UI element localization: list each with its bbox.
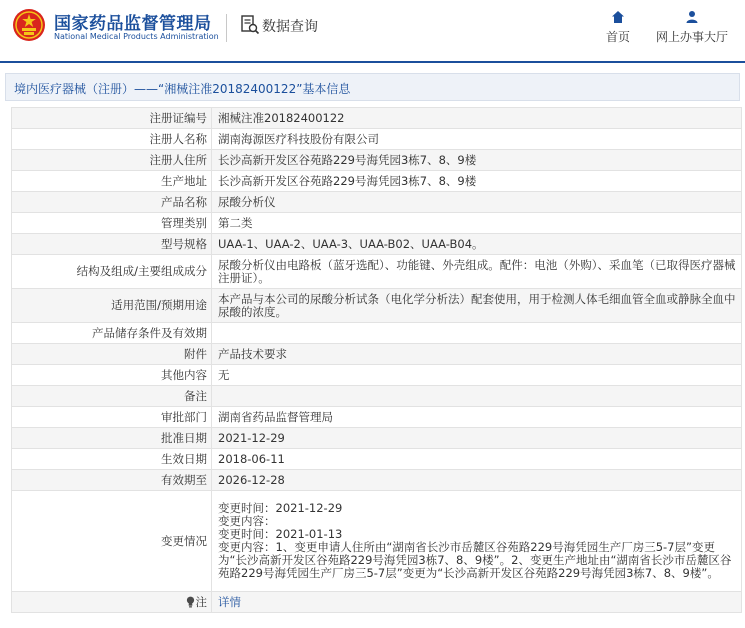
field-label: 型号规格 [12,234,212,255]
breadcrumb [5,73,740,101]
change-line: 变更内容：1、变更申请人住所由“湖南省长沙市岳麓区谷苑路229号海凭园生产厂房三5-7层”变更为“长沙高新开发区谷苑路229号海凭园3栋7、8、9楼”。2、变更生产地址由“湖南省长沙市岳麓区谷苑路229号海凭园生产厂房三5-7层”变更为“长沙高新开发区谷苑路229号海凭园3栋7、8、9楼”。 [218,540,732,580]
home-icon [611,10,625,24]
field-label: 产品储存条件及有效期 [12,323,212,344]
data-query-icon [240,15,260,35]
table-row [12,386,742,407]
table-row [12,428,742,449]
field-label: 注册人名称 [12,129,212,150]
header-divider [226,14,227,42]
field-label: 注册证编号 [12,108,212,129]
field-label: 批准日期 [12,428,212,449]
table-row [12,255,742,289]
field-label: 管理类别 [12,213,212,234]
change-history [212,491,742,592]
field-label: 附件 [12,344,212,365]
org-name: 国家药品监督管理局 [54,14,212,34]
user-icon [685,10,699,24]
field-label: 生产地址 [12,171,212,192]
table-row [12,407,742,428]
table-row [12,323,742,344]
org-name-english: National Medical Products Administration [54,32,219,41]
nav-home-link[interactable] [598,8,638,48]
field-value: 产品技术要求 [212,344,742,365]
field-label: 有效期至 [12,470,212,491]
field-label: 结构及组成/主要组成成分 [12,255,212,289]
breadcrumb-text: 境内医疗器械（注册）——“湘械注准20182400122”基本信息 [14,82,351,96]
field-value: 无 [212,365,742,386]
field-label: 产品名称 [12,192,212,213]
table-row [12,234,742,255]
table-row [12,171,742,192]
table-row [12,108,742,129]
note-label: 注 [195,594,207,609]
field-value: 湖南海源医疗科技股份有限公司 [212,129,742,150]
field-label: 变更情况 [12,491,212,592]
field-value: UAA-1、UAA-2、UAA-3、UAA-B02、UAA-B04。 [212,234,742,255]
nav-online-hall-link[interactable] [651,8,733,48]
nav-home-label: 首页 [605,30,630,44]
national-emblem-icon [12,8,46,42]
field-value: 长沙高新开发区谷苑路229号海凭园3栋7、8、9楼 [212,150,742,171]
field-value: 本产品与本公司的尿酸分析试条（电化学分析法）配套使用，用于检测人体毛细血管全血或静脉全血中尿酸的浓度。 [212,289,742,323]
field-value [212,386,742,407]
bulb-icon [186,596,195,608]
table-row [12,213,742,234]
table-row [12,129,742,150]
field-label: 生效日期 [12,449,212,470]
table-row [12,150,742,171]
field-label: 注册人住所 [12,150,212,171]
site-header [0,0,745,62]
field-label: 适用范围/预期用途 [12,289,212,323]
table-row [12,491,742,592]
details-link[interactable]: 详情 [218,594,241,609]
table-row [12,192,742,213]
field-label: 备注 [12,386,212,407]
device-info-table [11,107,742,613]
table-row [12,449,742,470]
table-row [12,470,742,491]
table-row [12,344,742,365]
field-value: 尿酸分析仪由电路板（蓝牙选配）、功能键、外壳组成。配件：电池（外购）、采血笔（已取得医疗器械注册证）。 [212,255,742,289]
field-value: 尿酸分析仪 [212,192,742,213]
page-title: 数据查询 [262,19,318,35]
table-row [12,289,742,323]
field-value: 长沙高新开发区谷苑路229号海凭园3栋7、8、9楼 [212,171,742,192]
field-value [212,592,742,613]
field-value: 2018-06-11 [212,449,742,470]
field-value: 2026-12-28 [212,470,742,491]
field-value: 2021-12-29 [212,428,742,449]
change-line: 变更时间：2021-01-13 [218,527,343,541]
field-label: 审批部门 [12,407,212,428]
header-rule [0,61,745,63]
field-value: 湖南省药品监督管理局 [212,407,742,428]
table-row [12,592,742,613]
change-line: 变更时间：2021-12-29 [218,501,343,515]
field-value [212,323,742,344]
field-label [12,592,212,613]
field-label: 其他内容 [12,365,212,386]
field-value: 第二类 [212,213,742,234]
change-line: 变更内容： [218,514,276,528]
table-row [12,365,742,386]
nav-online-hall-label: 网上办事大厅 [655,30,728,44]
field-value: 湘械注准20182400122 [212,108,742,129]
